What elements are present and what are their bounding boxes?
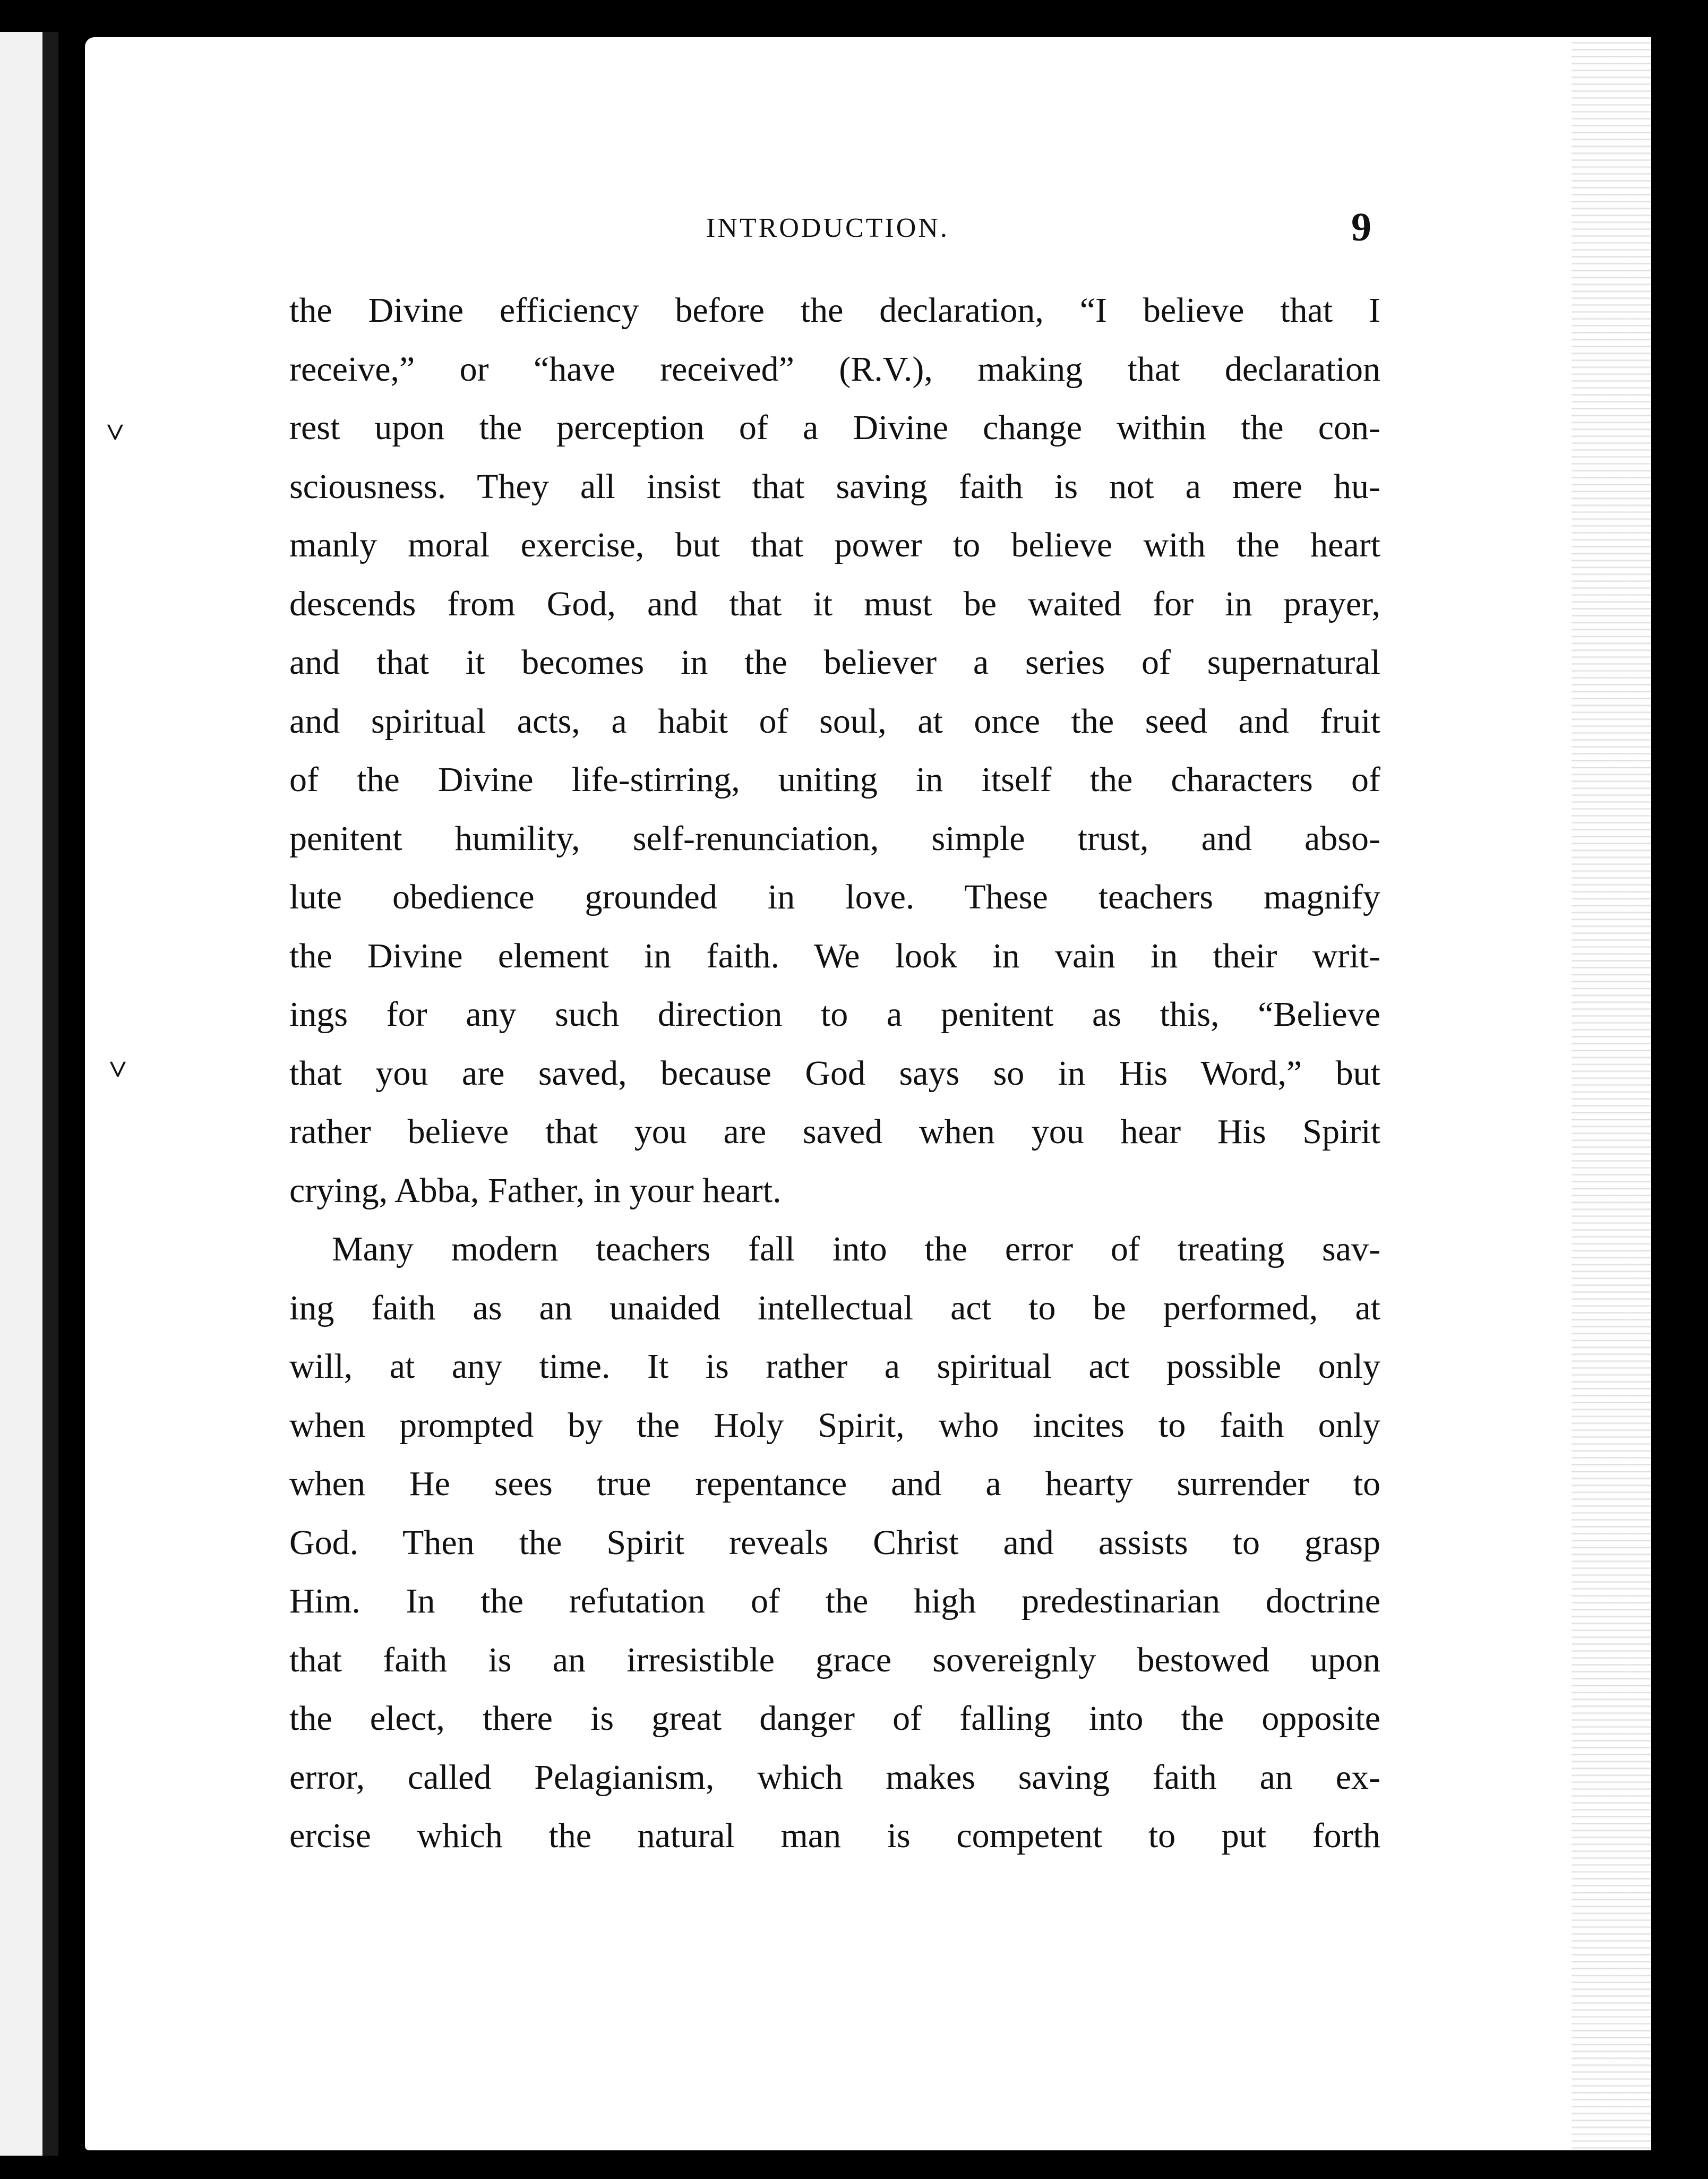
- text-line: and spiritual acts, a habit of soul, at once the seed and fruit: [289, 701, 1380, 741]
- text-line: penitent humility, self-renunciation, simple trust, and abso-: [289, 819, 1380, 858]
- text-line: rest upon the perception of a Divine change within the con-: [289, 408, 1380, 447]
- page-number: 9: [1351, 205, 1371, 250]
- margin-mark: ˅: [106, 415, 125, 450]
- text-line: the Divine element in faith. We look in vain in their writ-: [289, 936, 1380, 975]
- text-line: crying, Abba, Father, in your heart.: [289, 1171, 782, 1210]
- text-line: descends from God, and that it must be waited for in prayer,: [289, 584, 1380, 623]
- text-line: lute obedience grounded in love. These teachers magnify: [289, 878, 1380, 916]
- text-line: when He sees true repentance and a hearty surrender to: [289, 1464, 1380, 1503]
- text-line: that faith is an irresistible grace sovereignly bestowed upon: [289, 1640, 1380, 1679]
- text-line: will, at any time. It is rather a spiritual act possible only: [289, 1347, 1380, 1386]
- text-line: the Divine efficiency before the declaration, “I believe that I: [289, 291, 1380, 330]
- paragraph-1: [289, 281, 1380, 1220]
- text-line: Him. In the refutation of the high predestinarian doctrine: [289, 1582, 1380, 1620]
- text-line: manly moral exercise, but that power to believe with the heart: [289, 526, 1380, 564]
- text-line: ings for any such direction to a penitent as this, “Believe: [289, 995, 1380, 1034]
- text-line: ing faith as an unaided intellectual act to be performed, at: [289, 1288, 1380, 1327]
- text-line: error, called Pelagianism, which makes saving faith an ex-: [289, 1757, 1380, 1797]
- page-body: [289, 281, 1380, 1866]
- text-line: the elect, there is great danger of falling into the opposite: [289, 1699, 1380, 1738]
- text-line: God. Then the Spirit reveals Christ and assists to grasp: [289, 1523, 1380, 1562]
- text-line: Many modern teachers fall into the error of treating sav-: [332, 1230, 1380, 1268]
- text-line: ercise which the natural man is competent to put forth: [289, 1816, 1380, 1855]
- text-line: sciousness. They all insist that saving faith is not a mere hu-: [289, 467, 1380, 506]
- page-edge-grain: [1572, 37, 1651, 2150]
- text-line: that you are saved, because God says so in His Word,” but: [289, 1053, 1380, 1093]
- text-line: rather believe that you are saved when you hear His Spirit: [289, 1112, 1380, 1151]
- running-head: INTRODUCTION.: [706, 213, 949, 243]
- text-line: and that it becomes in the believer a series of supernatural: [289, 643, 1380, 682]
- paragraph-2: [289, 1220, 1380, 1866]
- binding-shadow: [42, 32, 58, 2156]
- text-line: receive,” or “have received” (R.V.), making that declaration: [289, 349, 1380, 389]
- text-line: when prompted by the Holy Spirit, who incites to faith only: [289, 1405, 1380, 1445]
- text-line: of the Divine life-stirring, uniting in itself the characters of: [289, 760, 1380, 799]
- margin-mark: ˅: [109, 1052, 127, 1087]
